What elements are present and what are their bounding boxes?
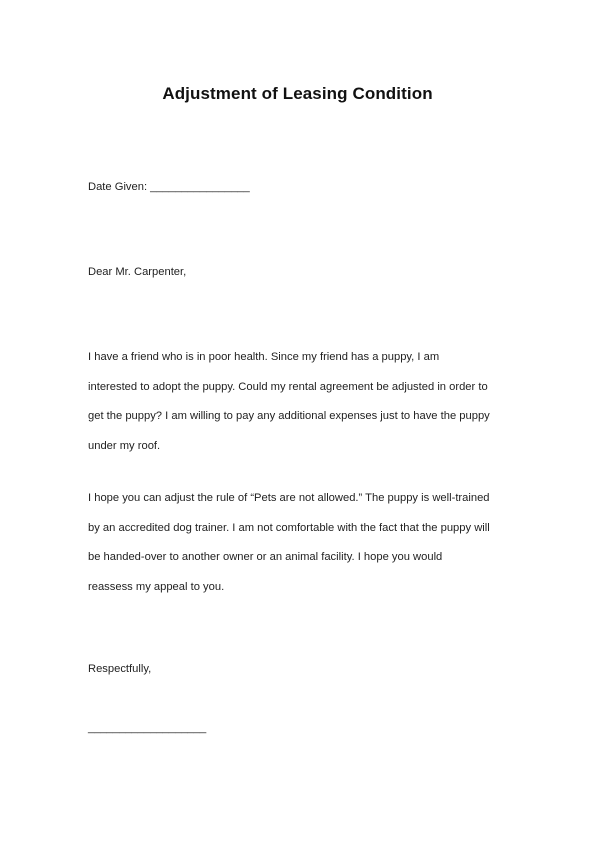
paragraph-1-line: get the puppy? I am willing to pay any additional expenses just to have the puppy <box>88 410 490 422</box>
paragraph-1-line: under my roof. <box>88 439 161 452</box>
paragraph-1-line: I have a friend who is in poor health. Since my friend has a puppy, I am <box>88 351 440 363</box>
document-title: Adjustment of Leasing Condition <box>162 84 433 103</box>
closing: Respectfully, <box>88 663 152 675</box>
paragraph-1 <box>88 343 528 461</box>
paragraph-2-line: be handed-over to another owner or an animal facility. I hope you would <box>88 551 443 563</box>
paragraph-2-line: by an accredited dog trainer. I am not comfortable with the fact that the puppy will <box>88 521 490 534</box>
paragraph-2-line: reassess my appeal to you. <box>88 580 225 593</box>
paragraph-2 <box>88 484 528 602</box>
salutation: Dear Mr. Carpenter, <box>88 266 187 278</box>
paragraph-2-line: I hope you can adjust the rule of “Pets are not allowed.” The puppy is well-trained <box>88 492 490 504</box>
paragraph-1-line: interested to adopt the puppy. Could my rental agreement be adjusted in order to <box>88 380 488 393</box>
signature-line: ___________________ <box>88 722 207 734</box>
date-given-line: Date Given: ________________ <box>88 181 250 193</box>
